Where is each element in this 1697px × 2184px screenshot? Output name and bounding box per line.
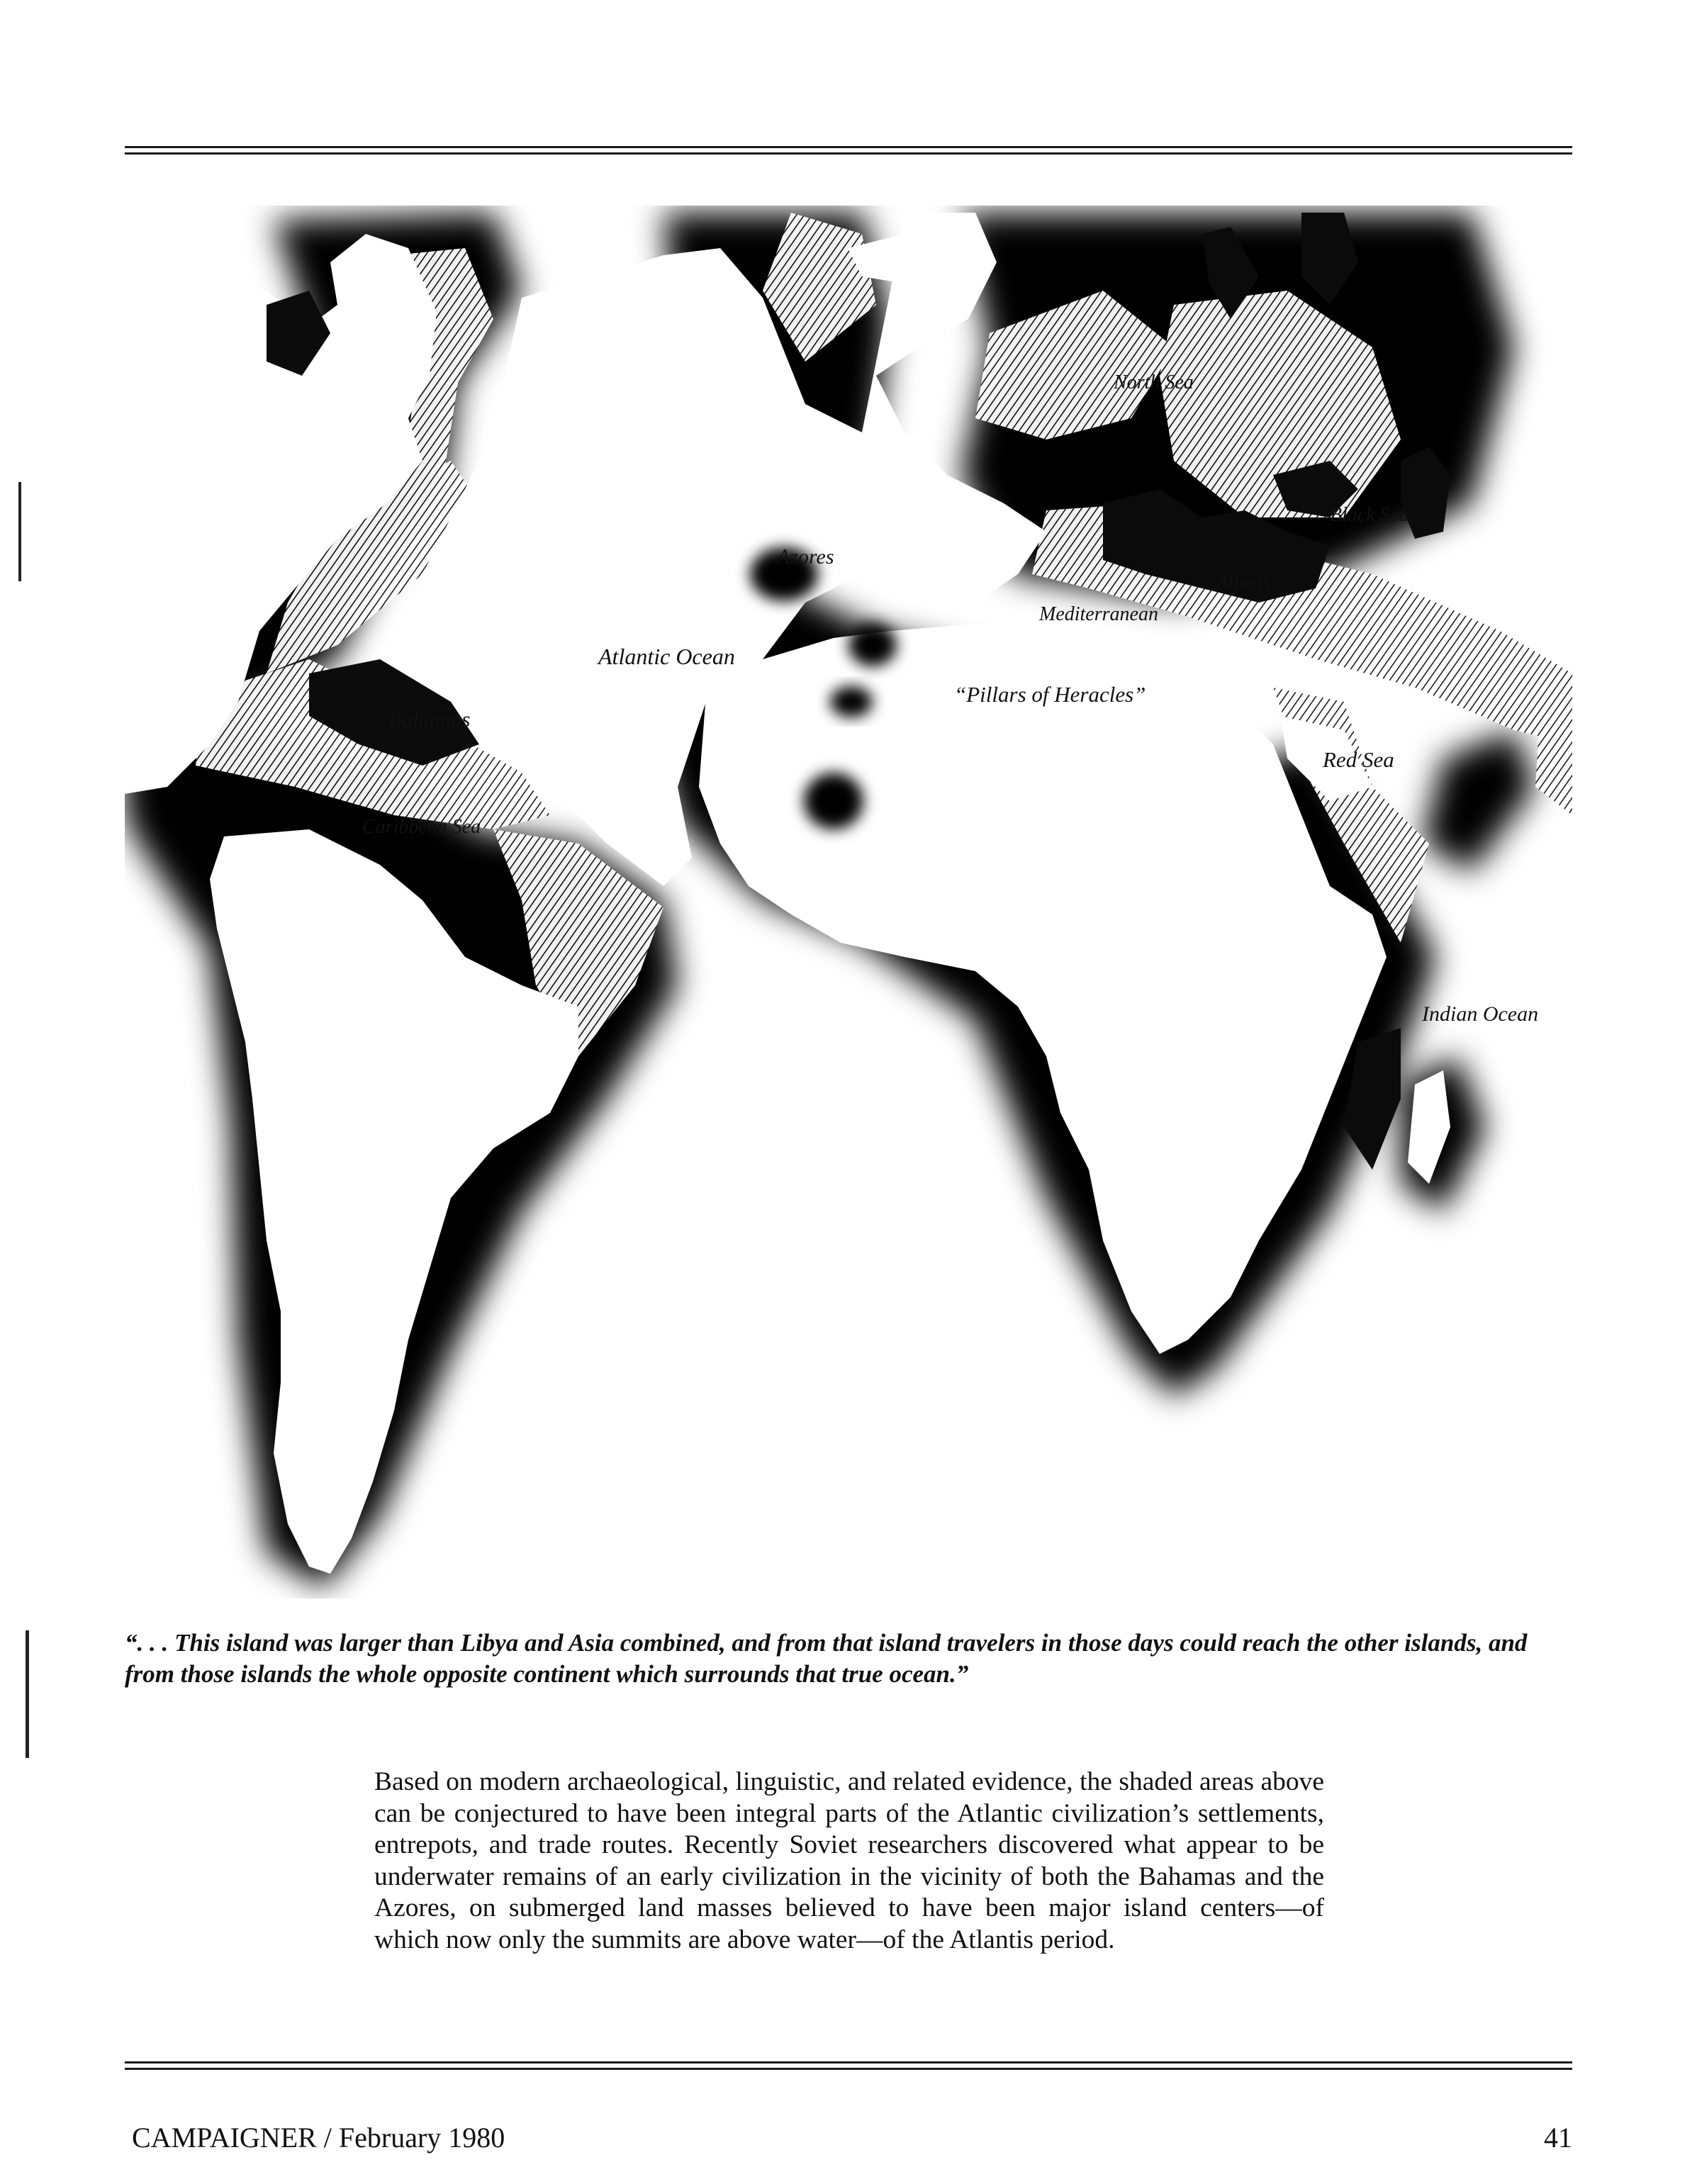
map-label-azores: Azores	[777, 545, 834, 569]
explanatory-paragraph: Based on modern archaeological, linguistic, and related evidence, the shaded areas above can be conjectured to have been integral parts of the Atlantic civilization’s settlements, entrepots, and trade routes. Recently Soviet researchers discovered what appear to be underwater remains of an early civilization in the vicinity of both the Bahamas and the Azores, on submerged land masses believed to have been major island centers—of which now only the summits are above water—of the Atlantis period.	[374, 1767, 1324, 1954]
scan-mark-top	[18, 482, 21, 581]
map-label-indian-ocean: Indian Ocean	[1422, 1002, 1539, 1026]
page-number: 41	[1544, 2122, 1572, 2154]
map-label-bahamas: Bahamas	[388, 707, 471, 732]
map-caption-quote: “. . . This island was larger than Libya and Asia combined, and from that island travelers in those days could reach the other islands, and from those islands the whole opposite continent which surrounds that true ocean.”	[125, 1629, 1528, 1688]
map-label-black-sea: Black Sea	[1330, 504, 1409, 526]
map-label-mediterranean: Mediterranean	[1039, 603, 1158, 625]
map-label-caribbean-sea: Caribbean Sea	[362, 816, 481, 838]
atlantic-map	[125, 206, 1572, 1598]
map-label-north-sea: North Sea	[1114, 371, 1194, 393]
scan-mark-bottom	[26, 1630, 29, 1758]
map-label-pillars-of-heracles: “Pillars of Heracles”	[954, 682, 1146, 707]
top-double-rule	[125, 146, 1572, 155]
footer-publication: CAMPAIGNER / February 1980	[132, 2122, 505, 2154]
map-label-atlantic-ocean: Atlantic Ocean	[598, 644, 735, 669]
map-label-athens: Athens	[1216, 571, 1271, 593]
map-label-red-sea: Red Sea	[1323, 747, 1394, 772]
bottom-double-rule	[125, 2061, 1572, 2070]
